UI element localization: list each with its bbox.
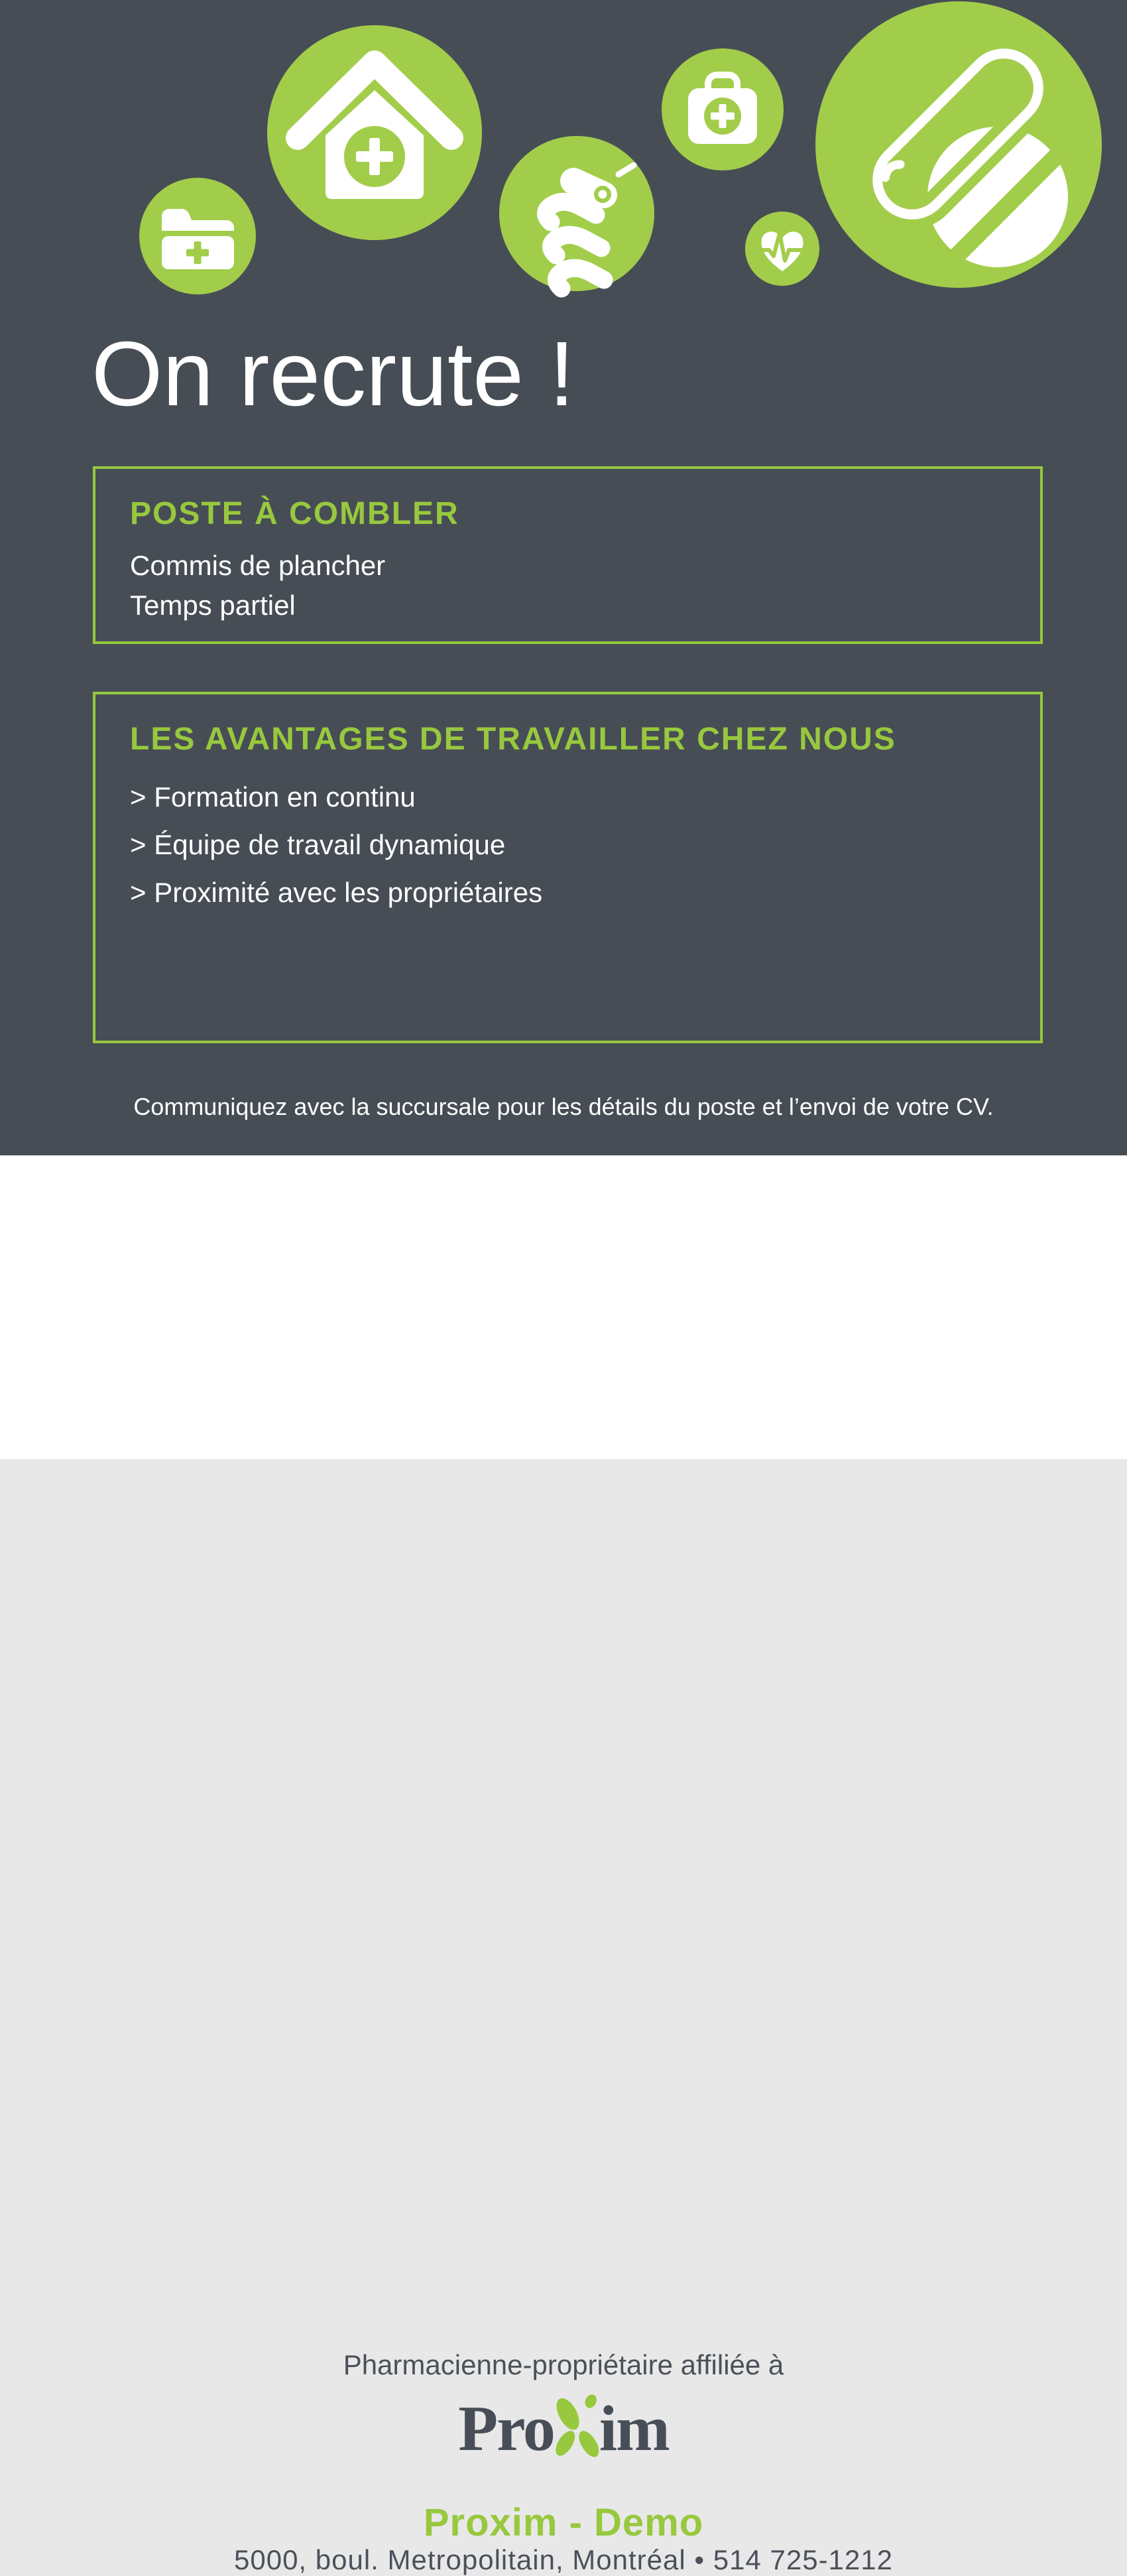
medical-house-icon: [267, 25, 482, 240]
first-aid-kit-icon: [662, 48, 784, 170]
heart-pulse-icon: [745, 212, 819, 286]
store-address: 5000, boul. Metropolitain, Montréal • 514 725-1212: [234, 2544, 893, 2575]
contact-note: Communiquez avec la succursale pour les détails du poste et l’envoi de votre CV.: [133, 1093, 994, 1120]
pill-capsule-icon: [815, 1, 1102, 288]
footer-section: [0, 1155, 1127, 2575]
proxim-x-petals-icon: [550, 2393, 605, 2459]
position-box-title: POSTE À COMBLER: [130, 496, 459, 531]
dark-section: [0, 0, 1127, 1155]
list-item: > Formation en continu: [130, 781, 416, 812]
folder-plus-icon: [139, 178, 256, 294]
position-box: [93, 466, 1043, 644]
benefits-list: [130, 783, 1014, 907]
benefits-box: [93, 692, 1043, 1043]
page-title: On recrute !: [91, 323, 575, 425]
logo-text-post: im: [599, 2393, 669, 2465]
list-item: > Équipe de travail dynamique: [130, 829, 506, 860]
position-line: Temps partiel: [130, 590, 296, 621]
asclepius-snake-icon: [499, 136, 654, 291]
position-line: Commis de plancher: [130, 550, 386, 581]
affiliation-text: Pharmacienne-propriétaire affiliée à: [343, 2349, 784, 2380]
benefits-box-title: LES AVANTAGES DE TRAVAILLER CHEZ NOUS: [130, 722, 896, 757]
logo-text-pre: Pro: [458, 2393, 554, 2465]
position-lines: [130, 546, 1014, 625]
store-name: Proxim - Demo: [423, 2501, 704, 2544]
list-item: > Proximité avec les propriétaires: [130, 877, 543, 908]
proxim-logo: [0, 2394, 1127, 2463]
